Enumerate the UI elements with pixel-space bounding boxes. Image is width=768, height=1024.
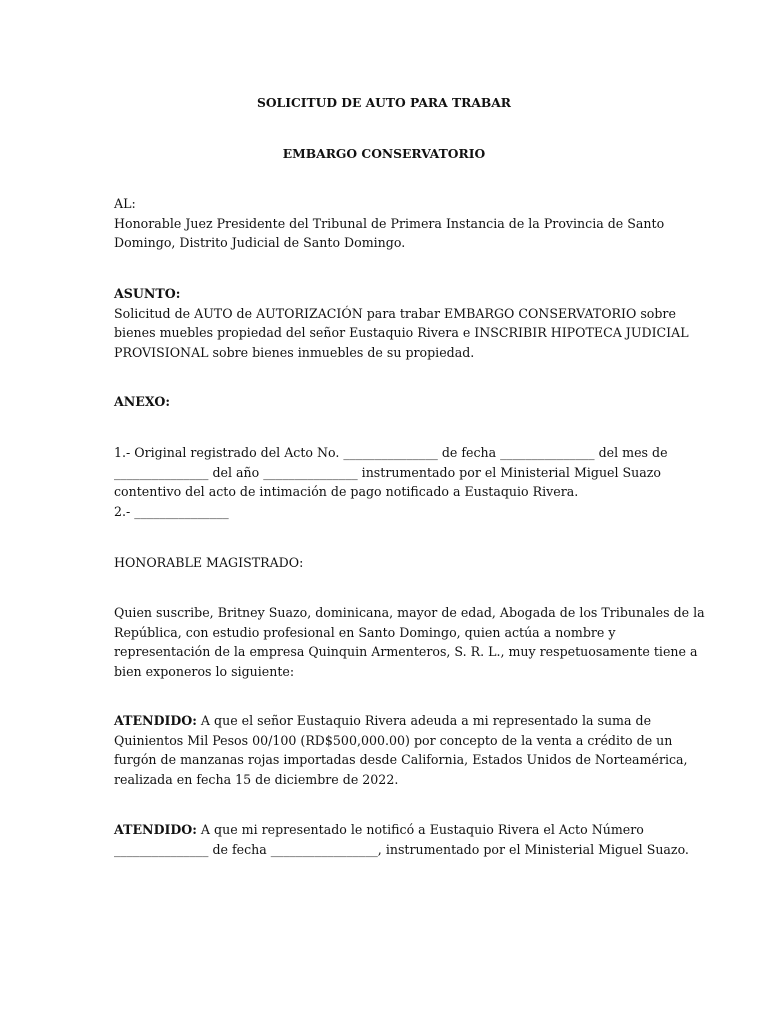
atendido-1-first-line xyxy=(114,711,674,731)
anexo-line: contentivo del acto de intimación de pago notificado a Eustaquio Rivera. xyxy=(114,484,579,500)
al-heading: AL: xyxy=(114,196,136,211)
atendido-1-line: realizada en fecha 15 de diciembre de 2022. xyxy=(114,771,399,787)
intro-line: representación de la empresa Quinquin Armenteros, S. R. L., muy respetuosamente tiene a xyxy=(114,644,698,660)
asunto-line: PROVISIONAL sobre bienes inmuebles de su propiedad. xyxy=(114,344,475,360)
atendido-2-label: ATENDIDO: xyxy=(114,822,197,837)
anexo-heading-block xyxy=(114,392,674,412)
document-title: SOLICITUD DE AUTO PARA TRABAR xyxy=(256,95,512,110)
anexo-line: 1.- Original registrado del Acto No. _______________ de fecha _______________ del mes de xyxy=(114,445,668,460)
al-section xyxy=(114,194,674,253)
salutation-block xyxy=(114,553,674,573)
intro-section xyxy=(114,603,705,681)
atendido-1-text: A que el señor Eustaquio Rivera adeuda a mi representado la suma de xyxy=(196,713,652,728)
anexo-line: _______________ del año _______________ instrumentado por el Ministerial Miguel Suazo xyxy=(114,464,661,480)
intro-line: República, con estudio profesional en Santo Domingo, quien actúa a nombre y xyxy=(114,624,616,640)
asunto-line: bienes muebles propiedad del señor Eustaquio Rivera e INSCRIBIR HIPOTECA JUDICIAL xyxy=(114,325,689,341)
al-line: Domingo, Distrito Judicial de Santo Domingo. xyxy=(114,235,406,251)
atendido-1-line: Quinientos Mil Pesos 00/100 (RD$500,000.00) por concepto de la venta a crédito de un xyxy=(114,732,673,748)
document-subtitle: EMBARGO CONSERVATORIO xyxy=(282,146,486,161)
atendido-2-first-line xyxy=(114,820,674,840)
atendido-1-section xyxy=(114,711,688,789)
asunto-line: Solicitud de AUTO de AUTORIZACIÓN para trabar EMBARGO CONSERVATORIO sobre xyxy=(114,305,676,321)
anexo-section xyxy=(114,443,674,521)
asunto-section xyxy=(114,284,689,362)
atendido-1-label: ATENDIDO: xyxy=(114,713,197,728)
atendido-2-text: A que mi representado le notificó a Eustaquio Rivera el Acto Número xyxy=(196,822,644,837)
intro-line: bien exponeros lo siguiente: xyxy=(114,663,295,679)
atendido-2-line: _______________ de fecha _________________, instrumentado por el Ministerial Miguel Suazo. xyxy=(114,841,689,857)
al-line: Honorable Juez Presidente del Tribunal de Primera Instancia de la Provincia de Santo xyxy=(114,215,665,231)
asunto-heading: ASUNTO: xyxy=(114,286,181,301)
atendido-1-line: furgón de manzanas rojas importadas desde California, Estados Unidos de Norteamérica, xyxy=(114,752,688,768)
atendido-2-section xyxy=(114,820,689,859)
salutation: HONORABLE MAGISTRADO: xyxy=(114,555,304,570)
anexo-heading: ANEXO: xyxy=(114,394,171,409)
anexo-line: 2.- _______________ xyxy=(114,503,229,519)
intro-line: Quien suscribe, Britney Suazo, dominicana, mayor de edad, Abogada de los Tribunales de la xyxy=(114,605,705,620)
